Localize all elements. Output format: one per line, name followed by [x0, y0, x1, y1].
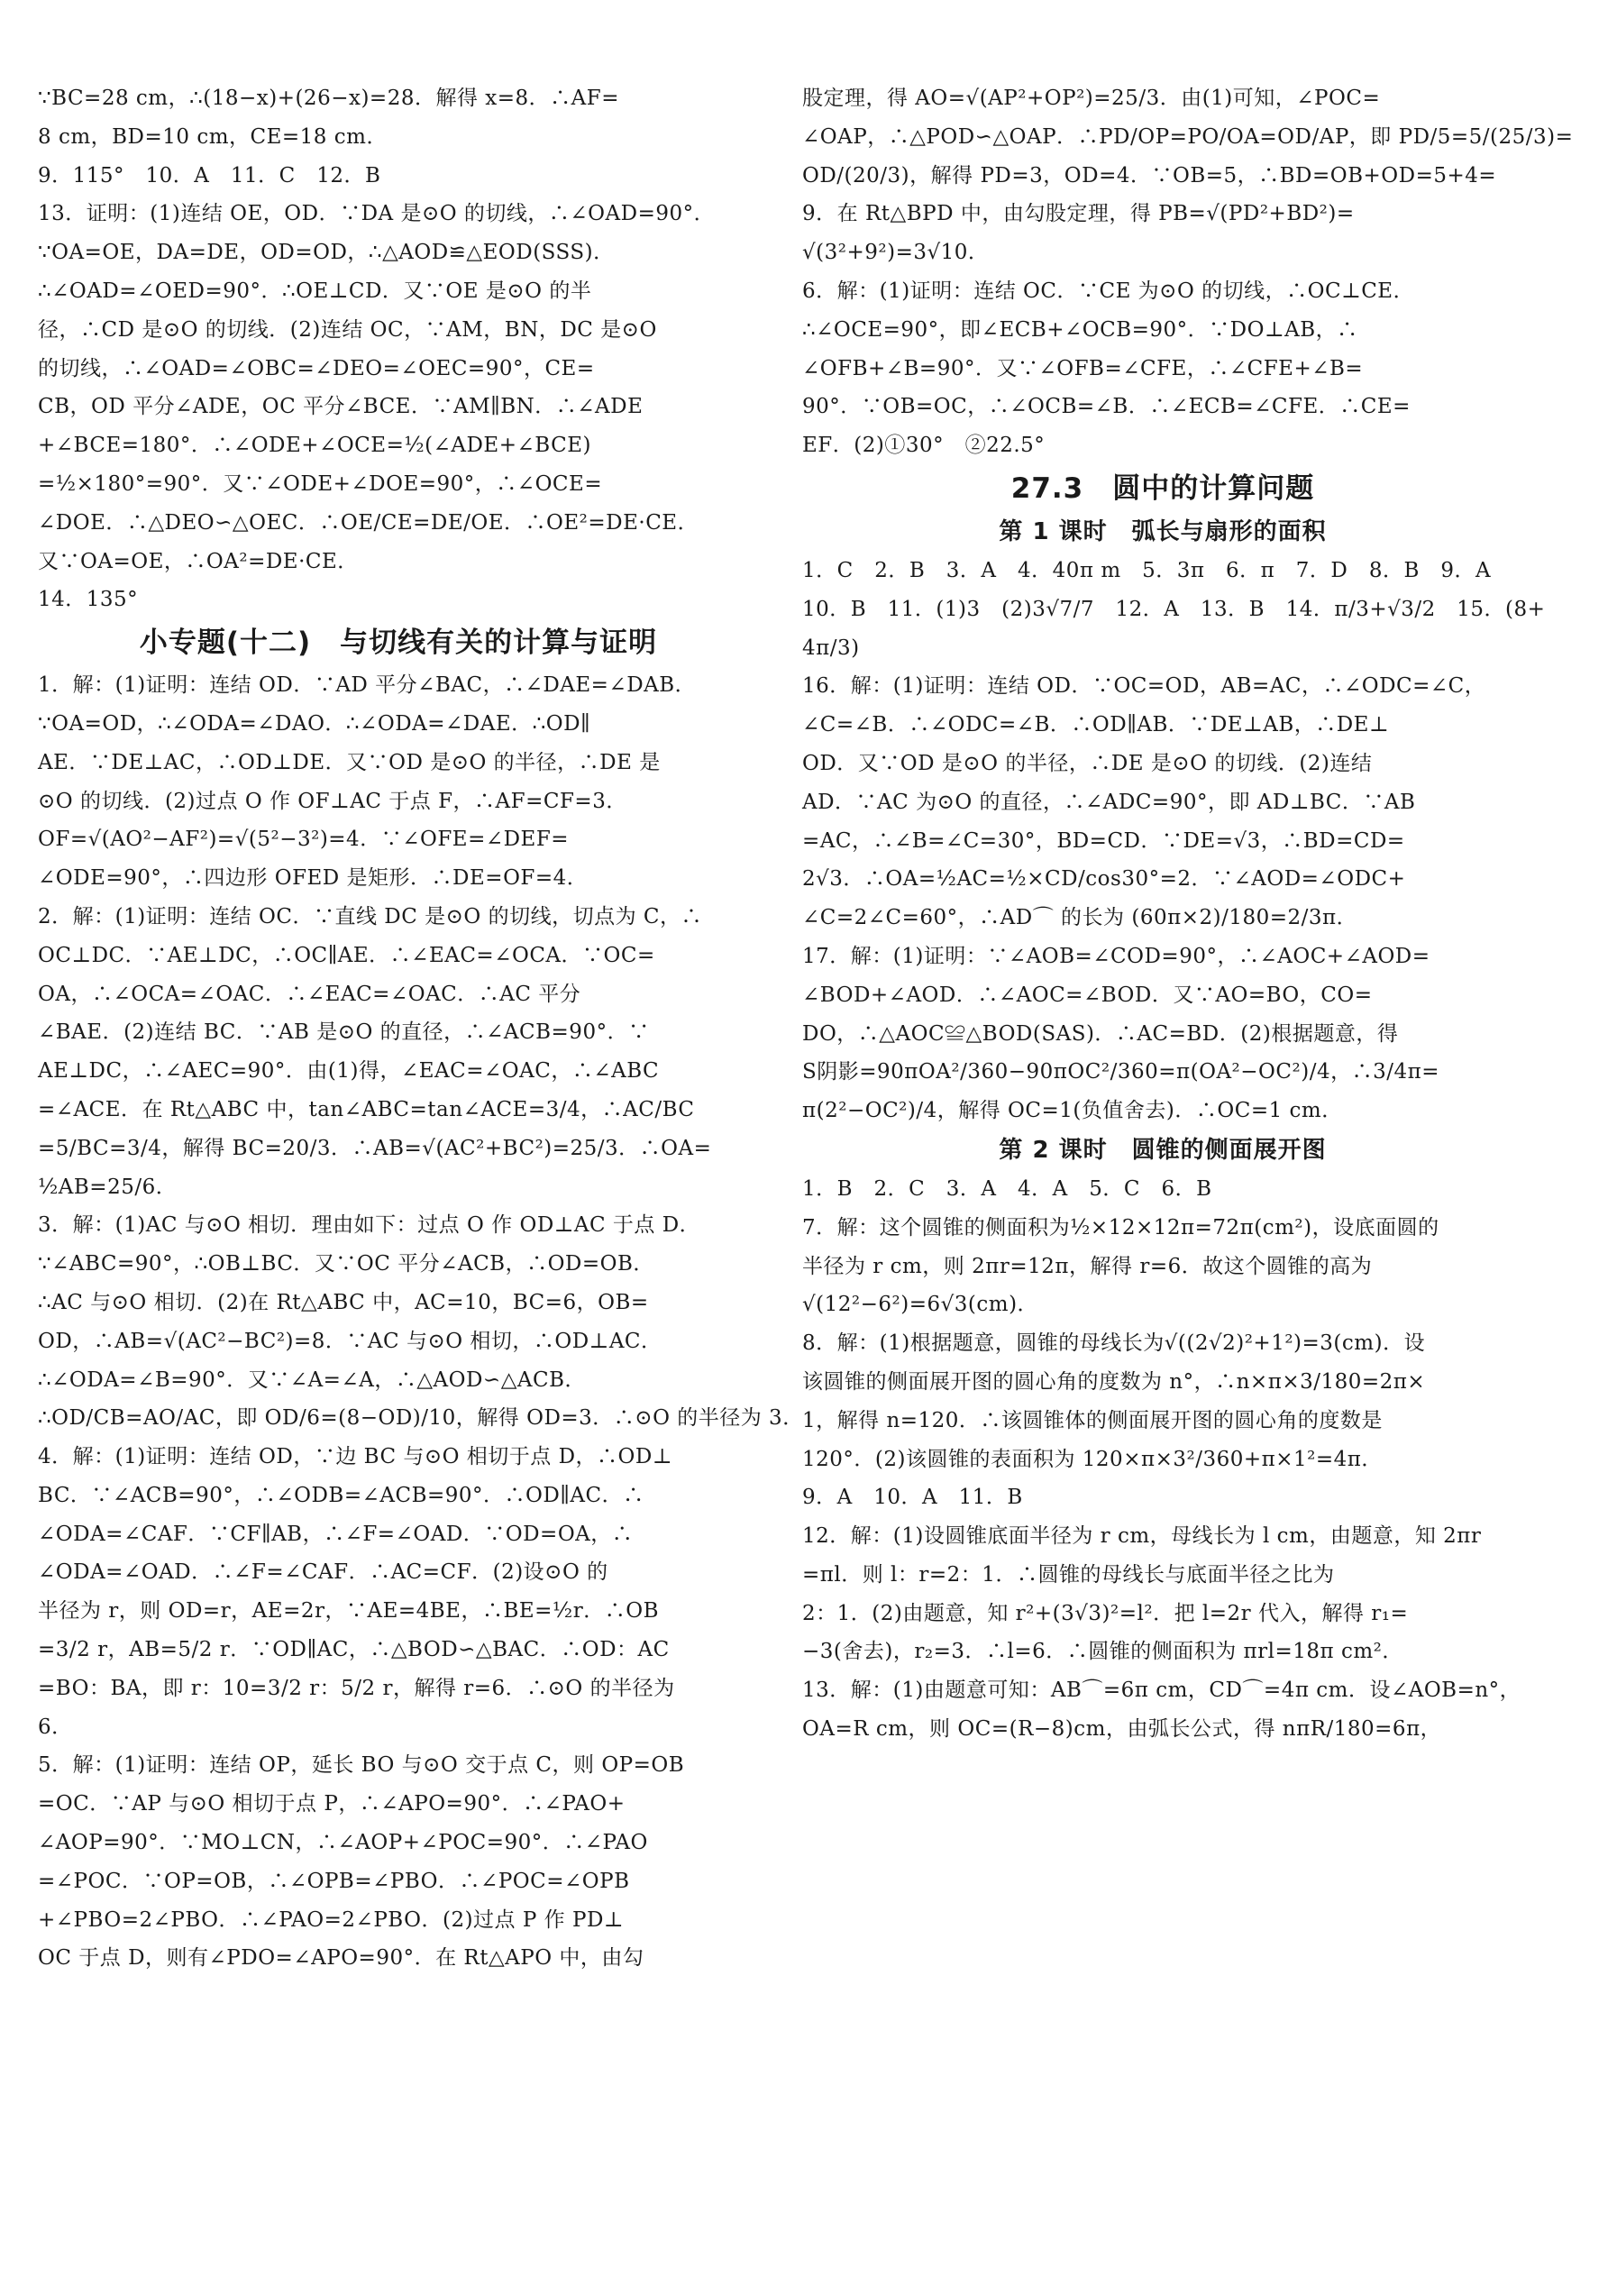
answer-line: ∵OA=OE，DA=DE，OD=OD，∴△AOD≌△EOD(SSS)． — [38, 241, 615, 265]
answer-line: 1．B 2．C 3．A 4．A 5．C 6．B — [802, 1176, 1212, 1201]
answer-line: ∠BOD+∠AOD．∴∠AOC=∠BOD．又∵AO=BO，CO= — [802, 983, 1373, 1007]
answer-line: ∴AC 与⊙O 相切．(2)在 Rt△ABC 中，AC=10，BC=6，OB= — [38, 1290, 649, 1314]
answer-line: 6． — [38, 1715, 73, 1739]
answer-line: ∠OFB+∠B=90°．又∵∠OFB=∠CFE，∴∠CFE+∠B= — [802, 356, 1364, 380]
answer-line: ∵∠ABC=90°，∴OB⊥BC．又∵OC 平分∠ACB，∴OD=OB． — [38, 1252, 654, 1276]
answer-line: ∠AOP=90°．∵MO⊥CN，∴∠AOP+∠POC=90°．∴∠PAO — [38, 1831, 648, 1855]
answer-line: =BO：BA，即 r：10=3/2 r：5/2 r，解得 r=6．∴⊙O 的半径为 — [38, 1676, 675, 1700]
answer-line: 8．解：(1)根据题意，圆锥的母线长为√((2√2)²+1²)=3(cm)．设 — [802, 1331, 1426, 1356]
answer-line: 3．解：(1)AC 与⊙O 相切．理由如下：过点 O 作 OD⊥AC 于点 D． — [38, 1213, 701, 1238]
answer-line: 4π/3) — [802, 636, 860, 660]
answer-line: ∴OD/CB=AO/AC，即 OD/6=(8−OD)/10，解得 OD=3．∴⊙O 的半径为 3． — [38, 1406, 804, 1431]
answer-line: 13．解：(1)由题意可知：AB⌒=6π cm，CD⌒=4π cm．设∠AOB=n°， — [802, 1679, 1521, 1703]
answer-line: OC 于点 D，则有∠PDO=∠APO=90°．在 Rt△APO 中，由勾 — [38, 1946, 644, 1971]
answer-line: 4．解：(1)证明：连结 OD，∵边 BC 与⊙O 相切于点 D，∴OD⊥ — [38, 1445, 672, 1469]
answer-line: ∠OAP，∴△POD∽△OAP．∴PD/OP=PO/OA=OD/AP，即 PD/5=5/(25/3)= — [802, 124, 1574, 149]
answer-line: =3/2 r，AB=5/2 r．∵OD∥AC，∴△BOD∽△BAC．∴OD：AC — [38, 1638, 670, 1662]
answer-line: AD．∵AC 为⊙O 的直径，∴∠ADC=90°，即 AD⊥BC．∵AB — [802, 790, 1416, 814]
answer-line: √(12²−6²)=6√3(cm)． — [802, 1293, 1039, 1317]
answer-line: ∠BAE．(2)连结 BC．∵AB 是⊙O 的直径，∴∠ACB=90°．∵ — [38, 1020, 650, 1045]
answer-line: 2．解：(1)证明：连结 OC．∵直线 DC 是⊙O 的切线，切点为 C，∴ — [38, 904, 702, 928]
answer-line: ∠C=2∠C=60°，∴AD⌒ 的长为 (60π×2)/180=2/3π． — [802, 906, 1358, 930]
answer-line: OD．又∵OD 是⊙O 的半径，∴DE 是⊙O 的切线．(2)连结 — [802, 751, 1373, 775]
answer-line: OA，∴∠OCA=∠OAC．∴∠EAC=∠OAC．∴AC 平分 — [38, 982, 581, 1006]
answer-line: 10．B 11．(1)3 (2)3√7/7 12．A 13．B 14．π/3+√3/2 15．(8+ — [802, 597, 1546, 621]
answer-line: 2：1．(2)由题意，知 r²+(3√3)²=l²．把 l=2r 代入，解得 r₁= — [802, 1601, 1409, 1625]
section-title: 27.3 圆中的计算问题 — [1010, 471, 1315, 505]
answer-line: √(3²+9²)=3√10． — [802, 241, 990, 265]
answer-line: +∠PBO=2∠PBO．∴∠PAO=2∠PBO．(2)过点 P 作 PD⊥ — [38, 1907, 625, 1932]
answer-line: ∵BC=28 cm，∴(18−x)+(26−x)=28．解得 x=8．∴AF= — [38, 87, 619, 110]
answer-line: =5/BC=3/4，解得 BC=20/3．∴AB=√(AC²+BC²)=25/3．∴OA= — [38, 1136, 712, 1160]
answer-line: ∠ODA=∠OAD．∴∠F=∠CAF．∴AC=CF．(2)设⊙O 的 — [38, 1560, 608, 1585]
answer-line: 半径为 r cm，则 2πr=12π，解得 r=6．故这个圆锥的高为 — [802, 1254, 1373, 1278]
answer-line: 1．解：(1)证明：连结 OD．∵AD 平分∠BAC，∴∠DAE=∠DAB． — [38, 673, 697, 698]
answer-line: OD，∴AB=√(AC²−BC²)=8．∵AC 与⊙O 相切，∴OD⊥AC． — [38, 1329, 662, 1353]
answer-line: 1，解得 n=120．∴该圆锥体的侧面展开图的圆心角的度数是 — [802, 1408, 1383, 1432]
answer-line: ∴∠OAD=∠OED=90°．∴OE⊥CD．又∵OE 是⊙O 的半 — [38, 279, 592, 303]
answer-line: 120°．(2)该圆锥的表面积为 120×π×3²/360+π×1²=4π． — [802, 1447, 1383, 1471]
answer-line: 又∵OA=OE，∴OA²=DE·CE． — [38, 549, 359, 573]
answer-line: 1．C 2．B 3．A 4．40π m 5．3π 6．π 7．D 8．B 9．A — [802, 558, 1492, 582]
answer-line: AE⊥DC，∴∠AEC=90°．由(1)得，∠EAC=∠OAC，∴∠ABC — [38, 1059, 660, 1084]
answer-line: EF．(2)①30° ②22.5° — [802, 434, 1046, 458]
answer-line: 股定理，得 AO=√(AP²+OP²)=25/3．由(1)可知，∠POC= — [802, 87, 1381, 110]
answer-line: CB，OD 平分∠ADE，OC 平分∠BCE．∵AM∥BN．∴∠ADE — [38, 395, 644, 419]
answer-line: 17．解：(1)证明：∵∠AOB=∠COD=90°，∴∠AOC+∠AOD= — [802, 944, 1430, 968]
answer-line: 12．解：(1)设圆锥底面半径为 r cm，母线长为 l cm，由题意，知 2πr — [802, 1524, 1482, 1549]
answer-line: 的切线，∴∠OAD=∠OBC=∠DEO=∠OEC=90°，CE= — [38, 356, 595, 380]
answer-line: 14．135° — [38, 588, 139, 612]
answer-line: ∠ODE=90°，∴四边形 OFED 是矩形．∴DE=OF=4． — [38, 866, 589, 891]
answer-line: ∠DOE．∴△DEO∽△OEC．∴OE/CE=DE/OE．∴OE²=DE·CE． — [38, 510, 699, 535]
answer-line: 径，∴CD 是⊙O 的切线．(2)连结 OC，∵AM，BN，DC 是⊙O — [38, 317, 657, 342]
answer-line: DO，∴△AOC≌△BOD(SAS)．∴AC=BD．(2)根据题意，得 — [802, 1021, 1399, 1046]
answer-line: ⊙O 的切线．(2)过点 O 作 OF⊥AC 于点 F，∴AF=CF=3． — [38, 789, 627, 813]
answer-line: 9．115° 10．A 11．C 12．B — [38, 163, 381, 188]
answer-line: ½AB=25/6． — [38, 1175, 178, 1199]
answer-line: 半径为 r，则 OD=r，AE=2r，∵AE=4BE，∴BE=½r．∴OB — [38, 1599, 659, 1624]
answer-line: 16．解：(1)证明：连结 OD．∵OC=OD，AB=AC，∴∠ODC=∠C， — [802, 674, 1486, 699]
answer-line: ∠C=∠B．∴∠ODC=∠B．∴OD∥AB．∵DE⊥AB，∴DE⊥ — [802, 713, 1390, 737]
answer-line: OA=R cm，则 OC=(R−8)cm，由弧长公式，得 nπR/180=6π， — [802, 1717, 1442, 1742]
answer-line: 7．解：这个圆锥的侧面积为½×12×12π=72π(cm²)，设底面圆的 — [802, 1215, 1439, 1239]
answer-line: +∠BCE=180°．∴∠ODE+∠OCE=½(∠ADE+∠BCE) — [38, 434, 591, 458]
left-column — [38, 79, 804, 1978]
answer-line: ∠ODA=∠CAF．∵CF∥AB，∴∠F=∠OAD．∵OD=OA，∴ — [38, 1522, 634, 1546]
answer-line: 6．解：(1)证明：连结 OC．∵CE 为⊙O 的切线，∴OC⊥CE． — [802, 279, 1415, 303]
answer-line: ∵OA=OD，∴∠ODA=∠DAO．∴∠ODA=∠DAE．∴OD∥ — [38, 711, 591, 736]
answer-line: 2√3．∴OA=½AC=½×CD/cos30°=2．∵∠AOD=∠ODC+ — [802, 867, 1406, 892]
answer-line: 13．证明：(1)连结 OE，OD．∵DA 是⊙O 的切线，∴∠OAD=90°． — [38, 202, 716, 226]
section-title: 小专题(十二) 与切线有关的计算与证明 — [139, 627, 658, 660]
answer-line: =∠ACE．在 Rt△ABC 中，tan∠ABC=tan∠ACE=3/4，∴AC/BC — [38, 1097, 695, 1121]
answer-line: 90°．∵OB=OC，∴∠OCB=∠B．∴∠ECB=∠CFE．∴CE= — [802, 395, 1411, 419]
answer-line: =πl．则 l：r=2：1．∴圆锥的母线长与底面半径之比为 — [802, 1562, 1335, 1587]
answer-line: =AC，∴∠B=∠C=30°，BD=CD．∵DE=√3，∴BD=CD= — [802, 828, 1405, 853]
answer-line: OC⊥DC．∵AE⊥DC，∴OC∥AE．∴∠EAC=∠OCA．∵OC= — [38, 943, 655, 967]
answer-line: =∠POC．∵OP=OB，∴∠OPB=∠PBO．∴∠POC=∠OPB — [38, 1869, 630, 1893]
answer-line: =½×180°=90°．又∵∠ODE+∠DOE=90°，∴∠OCE= — [38, 471, 603, 496]
answer-line: 该圆锥的侧面展开图的圆心角的度数为 n°，∴n×π×3/180=2π× — [802, 1369, 1426, 1394]
answer-line: S阴影=90πOA²/360−90πOC²/360=π(OA²−OC²)/4，∴3/4π= — [802, 1060, 1439, 1084]
answer-line: ∴∠ODA=∠B=90°．又∵∠A=∠A，∴△AOD∽△ACB． — [38, 1368, 586, 1392]
answer-line: 8 cm，BD=10 cm，CE=18 cm． — [38, 124, 388, 149]
lesson-subtitle: 第 1 课时 弧长与扇形的面积 — [999, 517, 1327, 545]
right-column — [802, 79, 1574, 1749]
answer-line: ∴∠OCE=90°，即∠ECB+∠OCB=90°．∵DO⊥AB，∴ — [802, 317, 1358, 342]
answer-line: −3(舍去)，r₂=3．∴l=6．∴圆锥的侧面积为 πrl=18π cm²． — [802, 1640, 1403, 1664]
answer-line: BC．∵∠ACB=90°，∴∠ODB=∠ACB=90°．∴OD∥AC．∴ — [38, 1483, 644, 1507]
lesson-subtitle: 第 2 课时 圆锥的侧面展开图 — [999, 1136, 1327, 1164]
answer-line: 9．A 10．A 11．B — [802, 1486, 1023, 1510]
answer-line: 9．在 Rt△BPD 中，由勾股定理，得 PB=√(PD²+BD²)= — [802, 202, 1355, 226]
answer-line: π(2²−OC²)/4，解得 OC=1(负值舍去)．∴OC=1 cm． — [802, 1099, 1343, 1123]
answer-line: OD/(20/3)，解得 PD=3，OD=4．∵OB=5，∴BD=OB+OD=5+4= — [802, 163, 1497, 188]
answer-line: AE．∵DE⊥AC，∴OD⊥DE．又∵OD 是⊙O 的半径，∴DE 是 — [38, 750, 661, 774]
answer-line: =OC．∵AP 与⊙O 相切于点 P，∴∠APO=90°．∴∠PAO+ — [38, 1792, 626, 1816]
answer-line: OF=√(AO²−AF²)=√(5²−3²)=4．∵∠OFE=∠DEF= — [38, 828, 570, 852]
answer-line: 5．解：(1)证明：连结 OP，延长 BO 与⊙O 交于点 C，则 OP=OB — [38, 1753, 685, 1778]
